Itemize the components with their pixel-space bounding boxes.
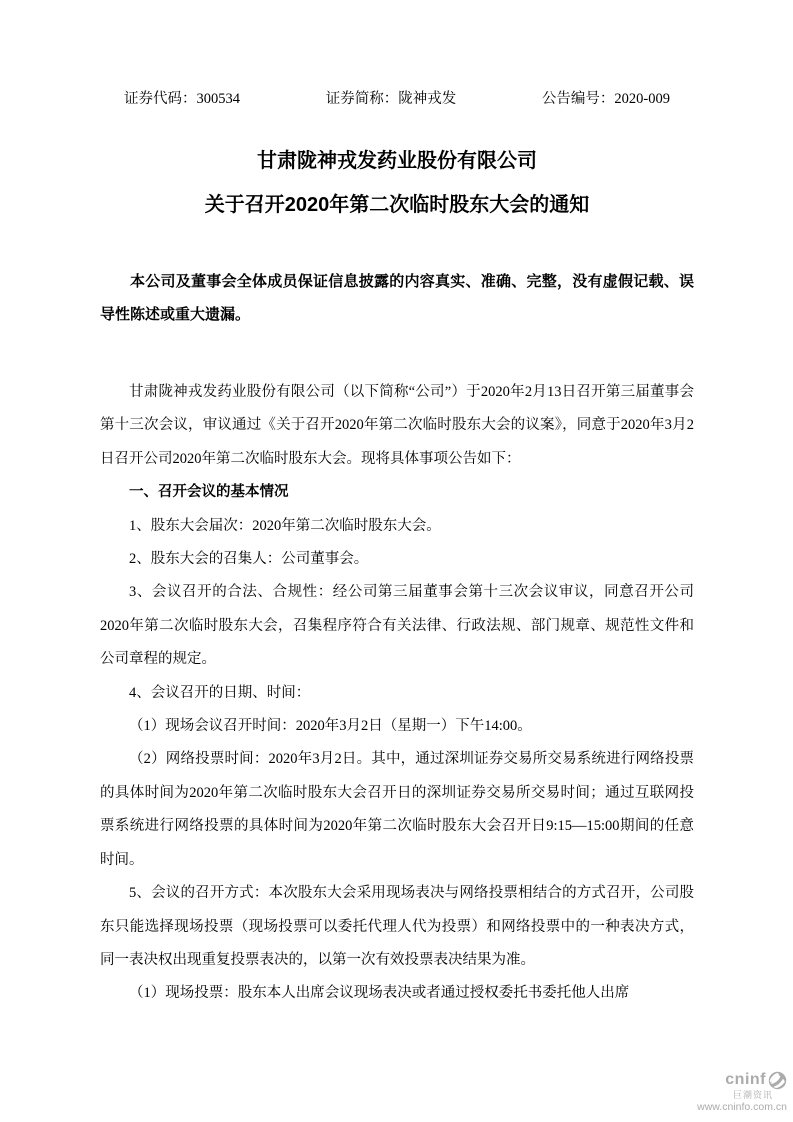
document-content: [100, 88, 694, 1011]
stock-code: 证券代码：300534: [124, 91, 240, 107]
cninfo-watermark: [697, 1071, 787, 1114]
cninfo-url: www.cninfo.com.cn: [697, 1101, 787, 1114]
item-4-2-online-voting-time: （2）网络投票时间：2020年3月2日。其中，通过深圳证券交易所交易系统进行网络投票的具体时间为2020年第二次临时股东大会召开日的深圳证券交易所交易时间；通过互联网投票系统进行网络投票的具体时间为2020年第二次临时股东大会召开日9:15—15:00期间的任意时间。: [100, 751, 694, 868]
document-header: [100, 88, 694, 110]
company-name-title: 甘肃陇神戎发药业股份有限公司: [257, 150, 537, 172]
document-body: [100, 376, 694, 1011]
announcement-number: 公告编号：2020-009: [541, 91, 670, 107]
item-4-1-onsite-time: （1）现场会议召开时间：2020年3月2日（星期一）下午14:00。: [129, 718, 532, 735]
item-3-legality: 3、会议召开的合法、合规性：经公司第三届董事会第十三次会议审议，同意召开公司2020年第二次临时股东大会，召集程序符合有关法律、行政法规、部门规章、规范性文件和公司章程的规定。: [100, 584, 694, 668]
paragraph-intro: 甘肃陇神戎发药业股份有限公司（以下简称“公司”）于2020年2月13日召开第三届董事会第十三次会议，审议通过《关于召开2020年第二次临时股东大会的议案》，同意于2020年3月2日召开公司2020年第二次临时股东大会。现将具体事项公告如下：: [100, 384, 694, 467]
stock-short-name: 证券简称：陇神戎发: [325, 91, 457, 107]
disclaimer-statement: 本公司及董事会全体成员保证信息披露的内容真实、准确、完整，没有虚假记载、误导性陈述或重大遗漏。: [100, 274, 694, 323]
title-block: [100, 146, 694, 220]
item-5-meeting-method: 5、会议的召开方式：本次股东大会采用现场表决与网络投票相结合的方式召开，公司股东只能选择现场投票（现场投票可以委托代理人代为投票）和网络投票中的一种表决方式，同一表决权出现重复投票表决的，以第一次有效投票表决结果为准。: [100, 885, 694, 968]
notice-title: 关于召开2020年第二次临时股东大会的通知: [204, 194, 590, 216]
section-heading-1: 一、召开会议的基本情况: [129, 484, 289, 501]
cninfo-swirl-icon: [768, 1071, 787, 1090]
item-2-convener: 2、股东大会的召集人：公司董事会。: [129, 551, 369, 568]
item-1-meeting-session: 1、股东大会届次：2020年第二次临时股东大会。: [129, 517, 441, 534]
cninfo-logo-text: cninf: [725, 1071, 766, 1089]
cninfo-brand-name: 巨潮资讯: [732, 1089, 773, 1100]
item-5-1-onsite-voting: （1）现场投票：股东本人出席会议现场表决或者通过授权委托书委托他人出席: [129, 985, 630, 1002]
item-4-date-time: 4、会议召开的日期、时间：: [129, 684, 311, 701]
